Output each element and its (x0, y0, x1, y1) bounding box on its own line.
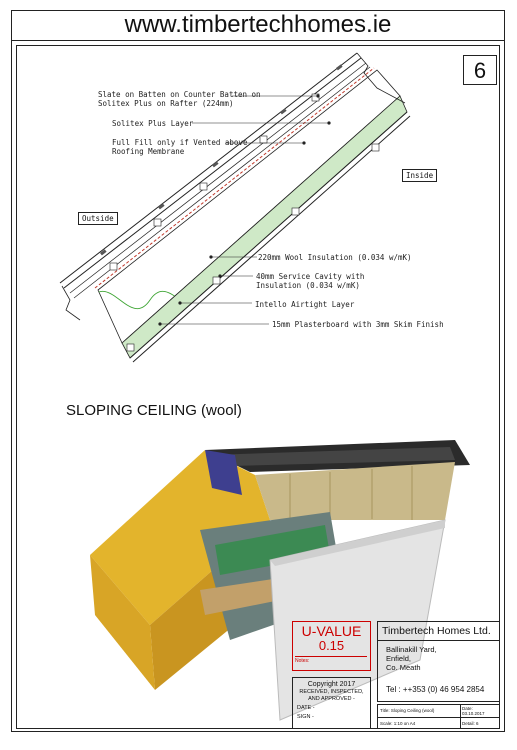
company-box (377, 621, 500, 702)
uvalue-value: 0.15 (318, 638, 345, 653)
label-cavity: 40mm Service Cavity with Insulation (0.034 w/mK) (256, 272, 365, 290)
uvalue-notes: Notes: (295, 656, 367, 664)
label-plaster: 15mm Plasterboard with 3mm Skim Finish (272, 320, 444, 329)
uvalue-box (292, 621, 371, 671)
sign-field: SIGN - (297, 714, 314, 720)
company-name: Timbertech Homes Ltd. (378, 622, 499, 641)
label-inside: Inside (402, 169, 437, 182)
label-wool: 220mm Wool Insulation (0.034 w/mK) (258, 253, 412, 262)
label-fullfill: Full Fill only if Vented above Roofing Membrane (112, 138, 248, 156)
site-url: www.timbertechhomes.ie (11, 10, 505, 41)
company-address: Ballinakill Yard, Enfield, Co. Meath (386, 645, 437, 672)
date-field: DATE - (297, 705, 315, 711)
company-tel: Tel : ++353 (0) 46 954 2854 (386, 685, 485, 694)
section-title: SLOPING CEILING (wool) (66, 402, 242, 419)
label-outside: Outside (78, 212, 118, 225)
detail-number: 6 (463, 55, 497, 85)
uvalue-label: U-VALUE (301, 623, 362, 639)
label-slate: Slate on Batten on Counter Batten on Solitex Plus on Rafter (224mm) (98, 90, 261, 108)
drawing-info-box: Title: Sloping Ceiling (wool) Date: 03.10.2017 Scale: 1:10 on A4 Detail: 6 (377, 704, 500, 729)
label-solitex: Solitex Plus Layer (112, 119, 194, 128)
copyright-box: Copyright 2017 RECEIVED, INSPECTED, AND APPROVED - DATE - SIGN - (292, 677, 371, 729)
label-intello: Intello Airtight Layer (255, 300, 355, 309)
